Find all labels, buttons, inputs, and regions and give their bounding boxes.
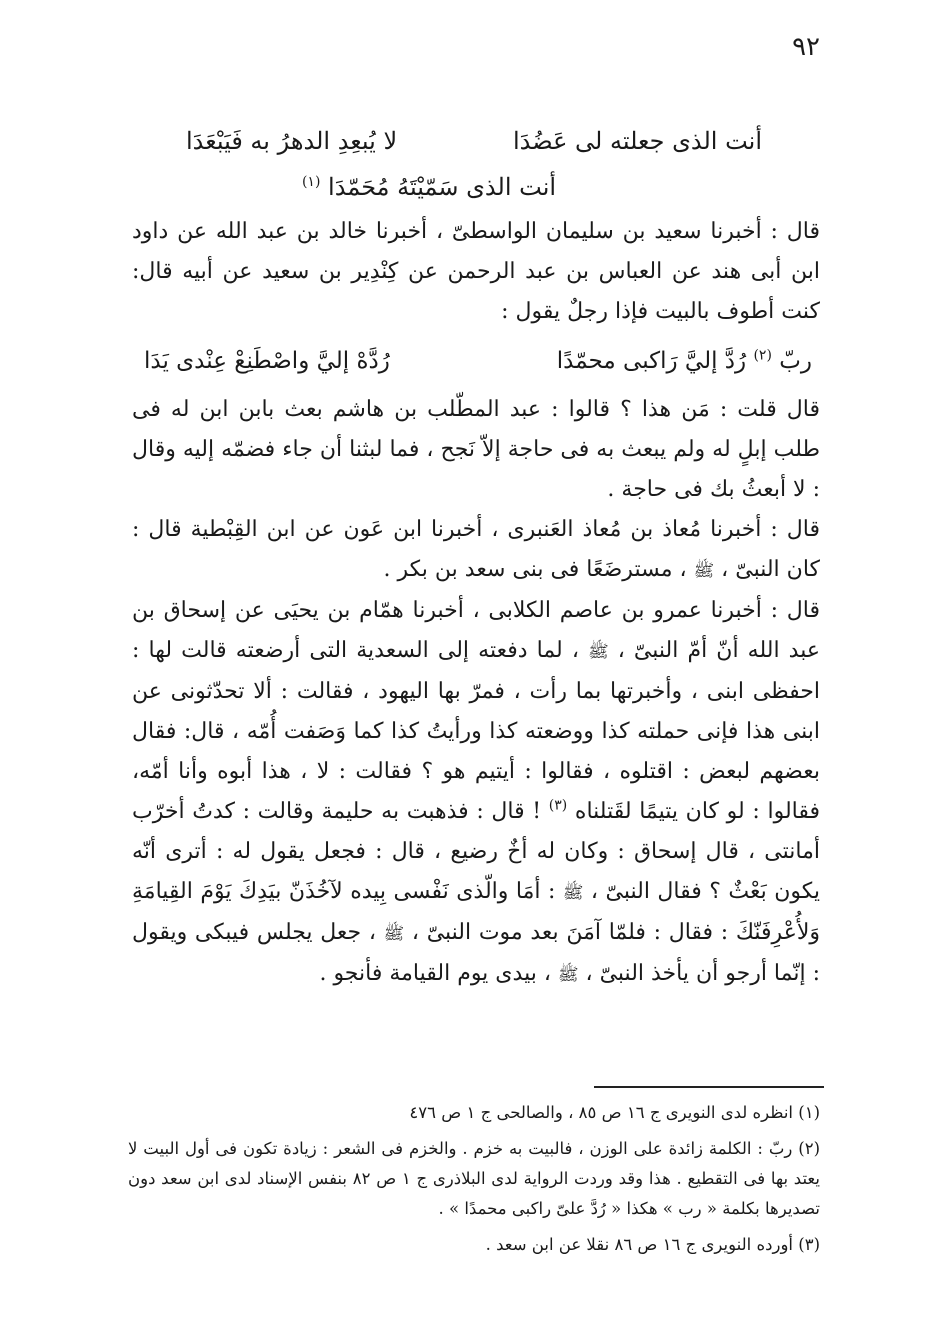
salla-ligature: ﷺ: [557, 965, 579, 985]
verse-2-text: أنت الذى سَمّيْتَهُ مُحَمّدَا: [328, 173, 557, 201]
paragraph-3: [132, 510, 820, 591]
opening-poem: [186, 118, 762, 210]
poem-verse-1: [186, 118, 762, 164]
footnote-separator: [594, 1086, 824, 1088]
verse-1-second-hemistich: لا يُبعِدِ الدهرُ به فَيَبْعَدَا: [186, 127, 398, 155]
salla-ligature: ﷺ: [383, 924, 405, 944]
paragraph-4-part-f: ، بيدى يوم القيامة فأنجو .: [319, 961, 551, 986]
paragraph-4-part-a: قال : أخبرنا عمرو بن عاصم الكلابى ، أخبرنا همّام بن يحيَى عن إسحاق بن عبد الله أنّ أمّ النبىّ ،: [132, 598, 820, 663]
footnote-ref-2: (٢): [753, 347, 772, 364]
paragraph-4: [132, 591, 820, 995]
footnote-2: (٢) ربّ : الكلمة زائدة على الوزن ، فالبيت به خزم . والخزم فى الشعر : زيادة تكون فى أول البيت لا يعتد بها فى التقطيع . هذا وقد وردت الرواية لدى البلاذرى ج ١ ص ٨٢ بنفس الإسناد لدى ابن سعد دون تصديرها بكلمة « رب » هكذا « رُدَّ علىّ راكبى محمدًا » .: [128, 1139, 820, 1218]
verse-1-first-hemistich: أنت الذى جعلته لى عَضُدَا: [513, 127, 762, 155]
poem-verse-2: [186, 164, 672, 210]
salla-ligature: ﷺ: [693, 561, 715, 581]
paragraph-1: قال : أخبرنا سعيد بن سليمان الواسطىّ ، أخبرنا خالد بن عبد الله عن داود ابن أبى هند عن العباس بن عبد الرحمن عن كِنْدِير بن سعيد عن أبيه قال: كنت أطوف بالبيت فإذا رجلٌ يقول :: [132, 219, 820, 324]
paragraph-2: قال قلت : مَن هذا ؟ قالوا : عبد المطّلب بن هاشم بعث بابن ابن له فى طلب إبلٍ له ولم يبعث به فى حاجة إلاّ نَجح ، فما لبثنا أن جاء فضمّه إليه وقال : لا أبعثُ بك فى حاجة .: [132, 397, 820, 502]
salla-ligature: ﷺ: [562, 883, 584, 903]
footnote-3: (٣) أورده النويرى ج ١٦ ص ٨٦ نقلا عن ابن سعد .: [485, 1235, 820, 1254]
paragraph-4-part-b: ، لما دفعته إلى السعدية التى أرضعته قالت لها : احفظى ابنى ، وأخبرتها بما رأت ، فمرّ بها اليهود ، فقالت : ألا تحدّثونى عن ابنى هذا فإنى حملته كذا ووضعته كذا ورأيتُ كذا كما وَصَفت أُمّه ، قال: فقال بعضهم لبعض : اقتلوه ، فقالوا : أيتيم هو ؟ فقالت : لا ، هذا أبوه وأنا أمّه، فقالوا : لو كان يتيمًا لقَتلناه: [132, 638, 820, 824]
paragraph-4-part-e: ، جعل يجلس فيبكى ويقول : إنّما أرجو أن يأخذ النبىّ ،: [132, 920, 820, 986]
page-number: ٩٢: [792, 32, 820, 62]
footnote-1: (١) انظره لدى النويرى ج ١٦ ص ٨٥ ، والصالحى ج ١ ص ٤٧٦: [409, 1103, 820, 1122]
paragraph-3-part-a: قال : أخبرنا مُعاذ بن مُعاذ العَنبرى ، أخبرنا ابن عَون عن ابن القِبْطية قال : كان النبىّ ،: [132, 517, 820, 582]
paragraph-4-part-d: : أمَا والّذى نَفْسى بِيده لآخُذَنّ بيَدِكَ يَوْمَ القِيامَةِ وَلأُعْرِفَنّكَ : فقال : فلمّا آمَنَ بعد موت النبىّ ،: [132, 879, 820, 945]
embedded-verse-first-hemistich: [557, 332, 812, 390]
main-text: [132, 212, 820, 995]
paragraph-3-part-b: ، مسترضَعًا فى بنى سعد بن بكر .: [383, 557, 687, 582]
salla-ligature: ﷺ: [588, 642, 609, 662]
footnotes: [128, 1098, 820, 1266]
paragraph-4-part-c: ! قال : فذهبت به حليمة وقالت : كدتُ أخرّب أمانتى ، قال إسحاق : وكان له أخٌ رضيع ، قال : فجعل يقول له : أترى أنّه يكون بَعْثٌ ؟ فقال النبىّ ،: [132, 799, 821, 904]
footnote-ref-3: (٣): [548, 797, 568, 814]
verse-prefix: ربّ: [779, 348, 812, 374]
footnote-ref-1: (١): [301, 174, 321, 190]
verse-first-text: رُدَّ إليَّ رَاكبى محمّدًا: [556, 348, 747, 374]
embedded-verse-second-hemistich: رُدَّهْ إليَّ واصْطَنِعْ عِنْدى يَدَا: [144, 348, 390, 374]
embedded-verse: [132, 332, 820, 390]
